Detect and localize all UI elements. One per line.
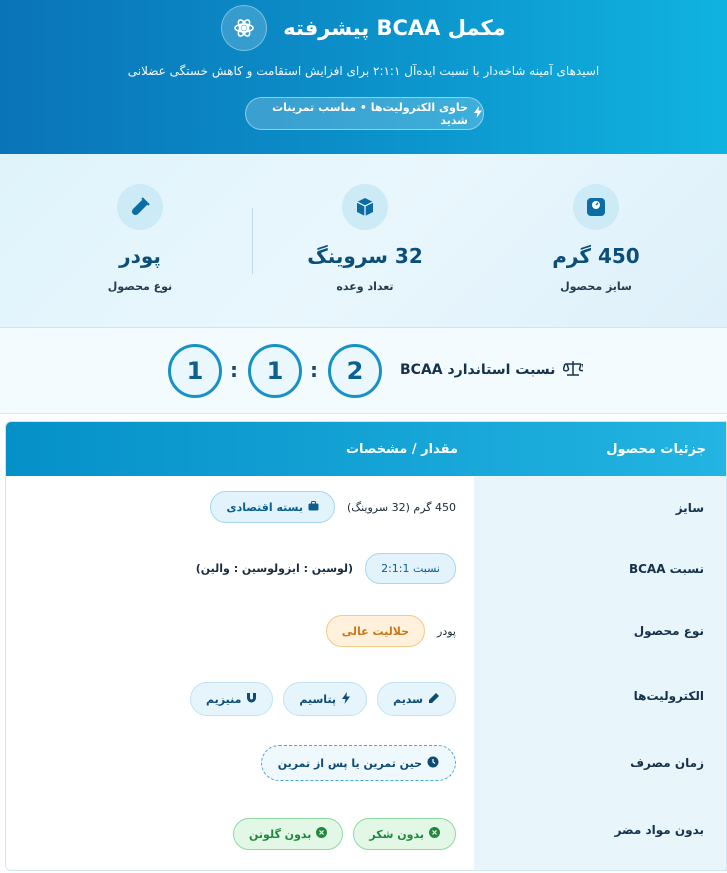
- ratio-leucine: 2: [328, 344, 382, 398]
- table-header: [6, 422, 727, 476]
- stat-value: 450 گرم: [552, 244, 640, 268]
- table-label-column: [474, 476, 726, 871]
- stat-label: تعداد وعده: [336, 280, 394, 293]
- page-title: مکمل BCAA پیشرفته: [283, 16, 506, 40]
- timing-text: حین تمرین یا پس از تمرین: [277, 756, 422, 770]
- scale-icon: [573, 184, 619, 230]
- bcaa-ratio-section: [0, 328, 727, 414]
- hero-pill-text: حاوی الکترولیت‌ها • مناسب تمرینات شدید: [272, 100, 468, 127]
- gluten-free-badge: [233, 818, 343, 850]
- magnet-icon: [246, 692, 257, 707]
- row-timing-value: [261, 745, 456, 781]
- timing-badge: [261, 745, 456, 781]
- row-label-electrolytes: الکترولیت‌ها: [633, 689, 704, 703]
- ratio-isoleucine: 1: [248, 344, 302, 398]
- sugar-free-label: بدون شکر: [369, 827, 424, 841]
- row-label-free: بدون مواد مضر: [614, 823, 704, 837]
- test-tube-icon: [117, 184, 163, 230]
- product-details-table: [5, 421, 727, 871]
- ratio-valine: 1: [168, 344, 222, 398]
- stat-value: 32 سروینگ: [307, 244, 423, 268]
- ratio-title: [400, 360, 583, 380]
- stat-label: نوع محصول: [107, 280, 173, 293]
- atom-icon: [221, 5, 267, 51]
- stat-servings: [265, 184, 465, 293]
- economy-pack-label: بسته اقتصادی: [226, 500, 303, 514]
- stat-value: پودر: [119, 244, 161, 268]
- bolt-icon: [341, 692, 351, 707]
- solubility-badge: حلالیت عالی: [326, 615, 425, 647]
- economy-pack-badge: [210, 491, 334, 523]
- bcaa-components-text: (لوسین : ایزولوسین : والین): [195, 562, 354, 575]
- hero-subtitle: اسیدهای آمینه شاخه‌دار با نسبت ایده‌آل ۲:۱:۱ برای افزایش استقامت و کاهش خستگی عضلانی: [127, 64, 600, 78]
- ratio-separator: :: [310, 358, 318, 382]
- stat-size: [496, 184, 696, 293]
- stat-divider: [252, 208, 253, 274]
- ratio-badge: نسبت 2:1:1: [365, 553, 456, 584]
- sodium-label: سدیم: [393, 692, 423, 706]
- bolt-icon: [473, 106, 483, 121]
- row-label-timing: زمان مصرف: [630, 756, 704, 770]
- hero-title-row: [0, 6, 727, 50]
- row-size-value: [210, 491, 456, 523]
- electrolyte-potassium: [283, 682, 367, 716]
- row-label-bcaa: نسبت BCAA: [628, 562, 704, 576]
- hero-header: [0, 0, 727, 154]
- row-label-size: سایز: [675, 501, 704, 515]
- type-text: پودر: [437, 624, 456, 638]
- briefcase-icon: [308, 501, 319, 514]
- stats-section: [0, 154, 727, 328]
- header-details: جزئیات محصول: [606, 442, 706, 457]
- check-circle-icon: [429, 827, 440, 841]
- stat-label: سایز محصول: [560, 280, 632, 293]
- row-type-value: [326, 615, 456, 647]
- check-circle-icon: [316, 827, 327, 841]
- row-label-type: نوع محصول: [633, 624, 704, 638]
- row-free-value: [233, 818, 456, 850]
- clock-icon: [427, 756, 439, 771]
- electrolyte-magnesium: [190, 682, 273, 716]
- row-bcaa-value: [196, 553, 456, 584]
- ratio-separator: :: [230, 358, 238, 382]
- hero-feature-pill: [245, 97, 484, 130]
- ratio-label-text: نسبت استاندارد BCAA: [400, 362, 556, 378]
- size-text: 450 گرم (32 سروینگ): [346, 500, 456, 514]
- electrolyte-sodium: [377, 682, 456, 716]
- potassium-label: پتاسیم: [299, 692, 337, 706]
- box-icon: [342, 184, 388, 230]
- stat-type: [40, 184, 240, 293]
- sugar-free-badge: [353, 818, 456, 850]
- header-value: مقدار / مشخصات: [345, 442, 458, 457]
- balance-scale-icon: [563, 360, 583, 380]
- eyedropper-icon: [428, 692, 440, 707]
- magnesium-label: منیزیم: [205, 692, 242, 706]
- row-electrolytes-value: [190, 682, 456, 716]
- gluten-free-label: بدون گلوتن: [249, 827, 312, 841]
